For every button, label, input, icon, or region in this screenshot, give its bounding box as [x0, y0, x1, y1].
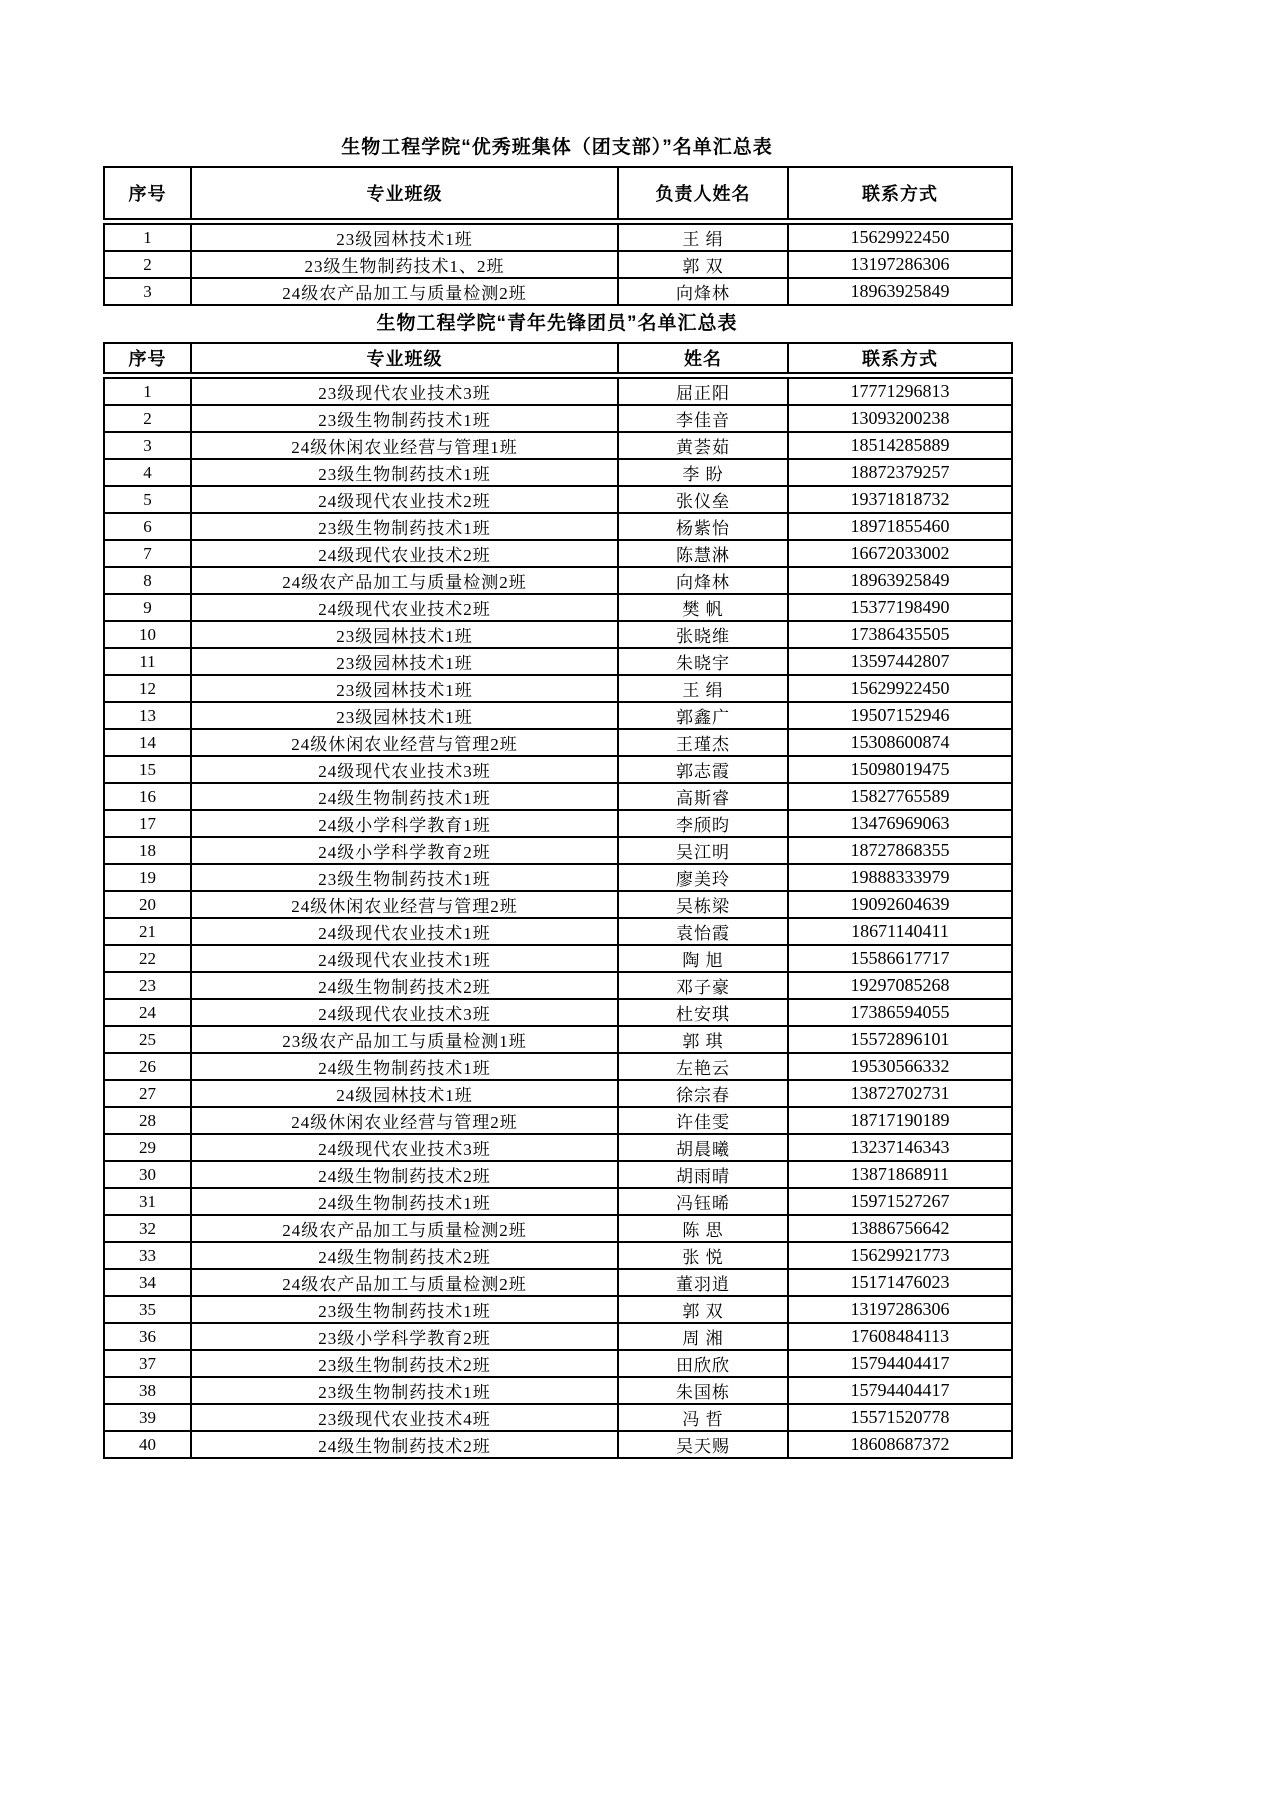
cell-index: 21: [104, 918, 191, 945]
cell-index: 30: [104, 1161, 191, 1188]
cell-class: 24级生物制药技术2班: [191, 1242, 618, 1269]
cell-name: 高斯睿: [618, 783, 788, 810]
cell-name: 郭 琪: [618, 1026, 788, 1053]
cell-class: 24级现代农业技术2班: [191, 540, 618, 567]
cell-name: 胡晨曦: [618, 1134, 788, 1161]
cell-index: 34: [104, 1269, 191, 1296]
cell-name: 袁怡霞: [618, 918, 788, 945]
table-row: [104, 1107, 1012, 1134]
table-row: [104, 729, 1012, 756]
cell-phone: 18608687372: [788, 1431, 1012, 1458]
cell-name: 周 湘: [618, 1323, 788, 1350]
cell-name: 吴江明: [618, 837, 788, 864]
table-row: [104, 432, 1012, 459]
cell-index: 13: [104, 702, 191, 729]
cell-index: 35: [104, 1296, 191, 1323]
cell-index: 6: [104, 513, 191, 540]
header-cell-index: 序号: [104, 343, 191, 373]
cell-index: 10: [104, 621, 191, 648]
cell-name: 冯 哲: [618, 1404, 788, 1431]
cell-name: 张 悦: [618, 1242, 788, 1269]
cell-name: 陶 旭: [618, 945, 788, 972]
cell-phone: 13871868911: [788, 1161, 1012, 1188]
cell-index: 20: [104, 891, 191, 918]
table-row: [104, 513, 1012, 540]
table-row: [104, 918, 1012, 945]
cell-name: 郭 双: [618, 251, 788, 278]
cell-class: 23级生物制药技术1班: [191, 459, 618, 486]
header-cell-name: 负责人姓名: [618, 167, 788, 219]
table-row: [104, 594, 1012, 621]
cell-index: 24: [104, 999, 191, 1026]
cell-phone: 18971855460: [788, 513, 1012, 540]
cell-name: 郭鑫广: [618, 702, 788, 729]
cell-name: 许佳雯: [618, 1107, 788, 1134]
youth-pioneer-table-body: [103, 377, 1013, 1459]
cell-class: 23级生物制药技术1班: [191, 513, 618, 540]
cell-index: 5: [104, 486, 191, 513]
cell-class: 23级园林技术1班: [191, 702, 618, 729]
cell-name: 杜安琪: [618, 999, 788, 1026]
cell-name: 樊 帆: [618, 594, 788, 621]
cell-phone: 18963925849: [788, 567, 1012, 594]
cell-phone: 15827765589: [788, 783, 1012, 810]
cell-name: 李 盼: [618, 459, 788, 486]
cell-phone: 19888333979: [788, 864, 1012, 891]
cell-phone: 15971527267: [788, 1188, 1012, 1215]
cell-class: 23级生物制药技术2班: [191, 1350, 618, 1377]
cell-phone: 18727868355: [788, 837, 1012, 864]
table-row: [104, 837, 1012, 864]
cell-class: 24级生物制药技术1班: [191, 1188, 618, 1215]
youth-pioneer-table-title: 生物工程学院“青年先锋团员”名单汇总表: [376, 313, 738, 334]
header-cell-phone: 联系方式: [788, 343, 1012, 373]
cell-name: 张仪垒: [618, 486, 788, 513]
table-row: [104, 278, 1012, 305]
header-row: [104, 167, 1012, 219]
cell-phone: 15171476023: [788, 1269, 1012, 1296]
table-row: [104, 224, 1012, 251]
cell-phone: 13197286306: [788, 1296, 1012, 1323]
table-row: [104, 1323, 1012, 1350]
table-row: [104, 810, 1012, 837]
header-cell-phone: 联系方式: [788, 167, 1012, 219]
cell-index: 1: [104, 224, 191, 251]
cell-class: 24级农产品加工与质量检测2班: [191, 278, 618, 305]
cell-class: 24级生物制药技术2班: [191, 1161, 618, 1188]
excellent-class-table-header: [103, 166, 1013, 220]
youth-pioneer-table-header: [103, 342, 1013, 374]
cell-phone: 15794404417: [788, 1377, 1012, 1404]
excellent-class-table-body: [103, 223, 1013, 306]
table-row: [104, 783, 1012, 810]
cell-index: 22: [104, 945, 191, 972]
cell-class: 23级现代农业技术4班: [191, 1404, 618, 1431]
cell-class: 23级生物制药技术1班: [191, 1296, 618, 1323]
cell-class: 23级园林技术1班: [191, 621, 618, 648]
cell-class: 24级农产品加工与质量检测2班: [191, 1215, 618, 1242]
cell-phone: 15794404417: [788, 1350, 1012, 1377]
table-row: [104, 1080, 1012, 1107]
cell-phone: 18514285889: [788, 432, 1012, 459]
cell-phone: 17608484113: [788, 1323, 1012, 1350]
cell-phone: 18872379257: [788, 459, 1012, 486]
cell-index: 29: [104, 1134, 191, 1161]
cell-index: 15: [104, 756, 191, 783]
cell-name: 张晓维: [618, 621, 788, 648]
cell-name: 陈 思: [618, 1215, 788, 1242]
cell-class: 24级休闲农业经营与管理2班: [191, 1107, 618, 1134]
cell-class: 23级生物制药技术1班: [191, 1377, 618, 1404]
cell-class: 24级休闲农业经营与管理2班: [191, 891, 618, 918]
table-row: [104, 945, 1012, 972]
cell-class: 24级园林技术1班: [191, 1080, 618, 1107]
cell-phone: 15586617717: [788, 945, 1012, 972]
cell-phone: 15629922450: [788, 675, 1012, 702]
cell-name: 李颀昀: [618, 810, 788, 837]
cell-phone: 13197286306: [788, 251, 1012, 278]
cell-name: 冯钰晞: [618, 1188, 788, 1215]
cell-class: 24级小学科学教育1班: [191, 810, 618, 837]
table-row: [104, 1242, 1012, 1269]
header-cell-class: 专业班级: [191, 167, 618, 219]
cell-class: 24级农产品加工与质量检测2班: [191, 1269, 618, 1296]
cell-index: 12: [104, 675, 191, 702]
table-row: [104, 972, 1012, 999]
cell-phone: 13476969063: [788, 810, 1012, 837]
cell-index: 36: [104, 1323, 191, 1350]
cell-name: 徐宗春: [618, 1080, 788, 1107]
cell-name: 向烽林: [618, 567, 788, 594]
cell-phone: 18963925849: [788, 278, 1012, 305]
cell-name: 郭志霞: [618, 756, 788, 783]
cell-index: 11: [104, 648, 191, 675]
cell-class: 24级现代农业技术2班: [191, 486, 618, 513]
cell-class: 24级现代农业技术2班: [191, 594, 618, 621]
cell-class: 24级生物制药技术1班: [191, 783, 618, 810]
cell-name: 郭 双: [618, 1296, 788, 1323]
cell-phone: 19507152946: [788, 702, 1012, 729]
cell-index: 2: [104, 405, 191, 432]
cell-class: 24级生物制药技术2班: [191, 972, 618, 999]
cell-phone: 15572896101: [788, 1026, 1012, 1053]
cell-index: 3: [104, 278, 191, 305]
table-row: [104, 621, 1012, 648]
cell-index: 27: [104, 1080, 191, 1107]
cell-class: 24级现代农业技术3班: [191, 1134, 618, 1161]
cell-class: 24级现代农业技术3班: [191, 756, 618, 783]
table-row: [104, 1134, 1012, 1161]
cell-name: 邓子豪: [618, 972, 788, 999]
table-row: [104, 1377, 1012, 1404]
table-row: [104, 540, 1012, 567]
cell-phone: 15098019475: [788, 756, 1012, 783]
cell-index: 25: [104, 1026, 191, 1053]
cell-name: 王瑾杰: [618, 729, 788, 756]
table-row: [104, 1404, 1012, 1431]
cell-index: 17: [104, 810, 191, 837]
cell-index: 32: [104, 1215, 191, 1242]
table-row: [104, 567, 1012, 594]
cell-class: 24级现代农业技术3班: [191, 999, 618, 1026]
cell-name: 董羽逍: [618, 1269, 788, 1296]
table-row: [104, 1026, 1012, 1053]
table-row: [104, 1161, 1012, 1188]
table-row: [104, 999, 1012, 1026]
cell-name: 朱国栋: [618, 1377, 788, 1404]
cell-phone: 19371818732: [788, 486, 1012, 513]
table-row: [104, 1350, 1012, 1377]
table-row: [104, 864, 1012, 891]
table-row: [104, 405, 1012, 432]
cell-class: 23级生物制药技术1班: [191, 864, 618, 891]
cell-index: 8: [104, 567, 191, 594]
cell-name: 朱晓宇: [618, 648, 788, 675]
cell-phone: 15629921773: [788, 1242, 1012, 1269]
cell-class: 23级现代农业技术3班: [191, 378, 618, 405]
cell-index: 19: [104, 864, 191, 891]
cell-name: 李佳音: [618, 405, 788, 432]
cell-phone: 13886756642: [788, 1215, 1012, 1242]
cell-index: 28: [104, 1107, 191, 1134]
table-row: [104, 459, 1012, 486]
cell-index: 7: [104, 540, 191, 567]
cell-phone: 18717190189: [788, 1107, 1012, 1134]
cell-phone: 13597442807: [788, 648, 1012, 675]
cell-class: 23级园林技术1班: [191, 224, 618, 251]
cell-phone: 16672033002: [788, 540, 1012, 567]
cell-class: 24级休闲农业经营与管理2班: [191, 729, 618, 756]
cell-name: 左艳云: [618, 1053, 788, 1080]
cell-index: 2: [104, 251, 191, 278]
table-row: [104, 891, 1012, 918]
table-row: [104, 1215, 1012, 1242]
cell-index: 31: [104, 1188, 191, 1215]
cell-class: 23级园林技术1班: [191, 675, 618, 702]
excellent-class-table-title: 生物工程学院“优秀班集体（团支部）”名单汇总表: [341, 137, 773, 158]
cell-index: 39: [104, 1404, 191, 1431]
cell-class: 23级生物制药技术1班: [191, 405, 618, 432]
cell-name: 王 绢: [618, 224, 788, 251]
cell-index: 23: [104, 972, 191, 999]
cell-phone: 15308600874: [788, 729, 1012, 756]
cell-index: 9: [104, 594, 191, 621]
cell-class: 23级生物制药技术1、2班: [191, 251, 618, 278]
cell-name: 黄荟茹: [618, 432, 788, 459]
table-row: [104, 1188, 1012, 1215]
table-row: [104, 378, 1012, 405]
cell-index: 16: [104, 783, 191, 810]
cell-name: 胡雨晴: [618, 1161, 788, 1188]
cell-phone: 18671140411: [788, 918, 1012, 945]
cell-phone: 13237146343: [788, 1134, 1012, 1161]
cell-index: 3: [104, 432, 191, 459]
cell-index: 26: [104, 1053, 191, 1080]
cell-index: 40: [104, 1431, 191, 1458]
cell-phone: 19092604639: [788, 891, 1012, 918]
cell-phone: 17386435505: [788, 621, 1012, 648]
table-row: [104, 1431, 1012, 1458]
table-row: [104, 486, 1012, 513]
cell-index: 1: [104, 378, 191, 405]
cell-name: 吴天赐: [618, 1431, 788, 1458]
cell-class: 24级现代农业技术1班: [191, 945, 618, 972]
cell-class: 24级休闲农业经营与管理1班: [191, 432, 618, 459]
cell-class: 24级农产品加工与质量检测2班: [191, 567, 618, 594]
cell-name: 向烽林: [618, 278, 788, 305]
table-row: [104, 702, 1012, 729]
header-cell-class: 专业班级: [191, 343, 618, 373]
cell-index: 4: [104, 459, 191, 486]
cell-class: 24级现代农业技术1班: [191, 918, 618, 945]
cell-phone: 17386594055: [788, 999, 1012, 1026]
cell-name: 廖美玲: [618, 864, 788, 891]
cell-phone: 15629922450: [788, 224, 1012, 251]
cell-index: 38: [104, 1377, 191, 1404]
cell-phone: 13093200238: [788, 405, 1012, 432]
cell-class: 23级小学科学教育2班: [191, 1323, 618, 1350]
header-cell-name: 姓名: [618, 343, 788, 373]
cell-class: 23级园林技术1班: [191, 648, 618, 675]
cell-class: 24级生物制药技术2班: [191, 1431, 618, 1458]
cell-name: 杨紫怡: [618, 513, 788, 540]
table-row: [104, 1296, 1012, 1323]
cell-name: 陈慧淋: [618, 540, 788, 567]
table-row: [104, 756, 1012, 783]
cell-index: 18: [104, 837, 191, 864]
header-row: [104, 343, 1012, 373]
cell-phone: 15571520778: [788, 1404, 1012, 1431]
cell-class: 24级生物制药技术1班: [191, 1053, 618, 1080]
cell-class: 23级农产品加工与质量检测1班: [191, 1026, 618, 1053]
cell-phone: 19297085268: [788, 972, 1012, 999]
cell-name: 屈正阳: [618, 378, 788, 405]
table-row: [104, 251, 1012, 278]
cell-phone: 17771296813: [788, 378, 1012, 405]
cell-index: 33: [104, 1242, 191, 1269]
table-row: [104, 1053, 1012, 1080]
cell-phone: 13872702731: [788, 1080, 1012, 1107]
table-row: [104, 1269, 1012, 1296]
cell-name: 王 绢: [618, 675, 788, 702]
cell-phone: 19530566332: [788, 1053, 1012, 1080]
document-content: [103, 136, 1011, 1459]
header-cell-index: 序号: [104, 167, 191, 219]
cell-index: 14: [104, 729, 191, 756]
cell-phone: 15377198490: [788, 594, 1012, 621]
table-row: [104, 648, 1012, 675]
cell-class: 24级小学科学教育2班: [191, 837, 618, 864]
cell-name: 田欣欣: [618, 1350, 788, 1377]
table-row: [104, 675, 1012, 702]
cell-index: 37: [104, 1350, 191, 1377]
cell-name: 吴栋梁: [618, 891, 788, 918]
